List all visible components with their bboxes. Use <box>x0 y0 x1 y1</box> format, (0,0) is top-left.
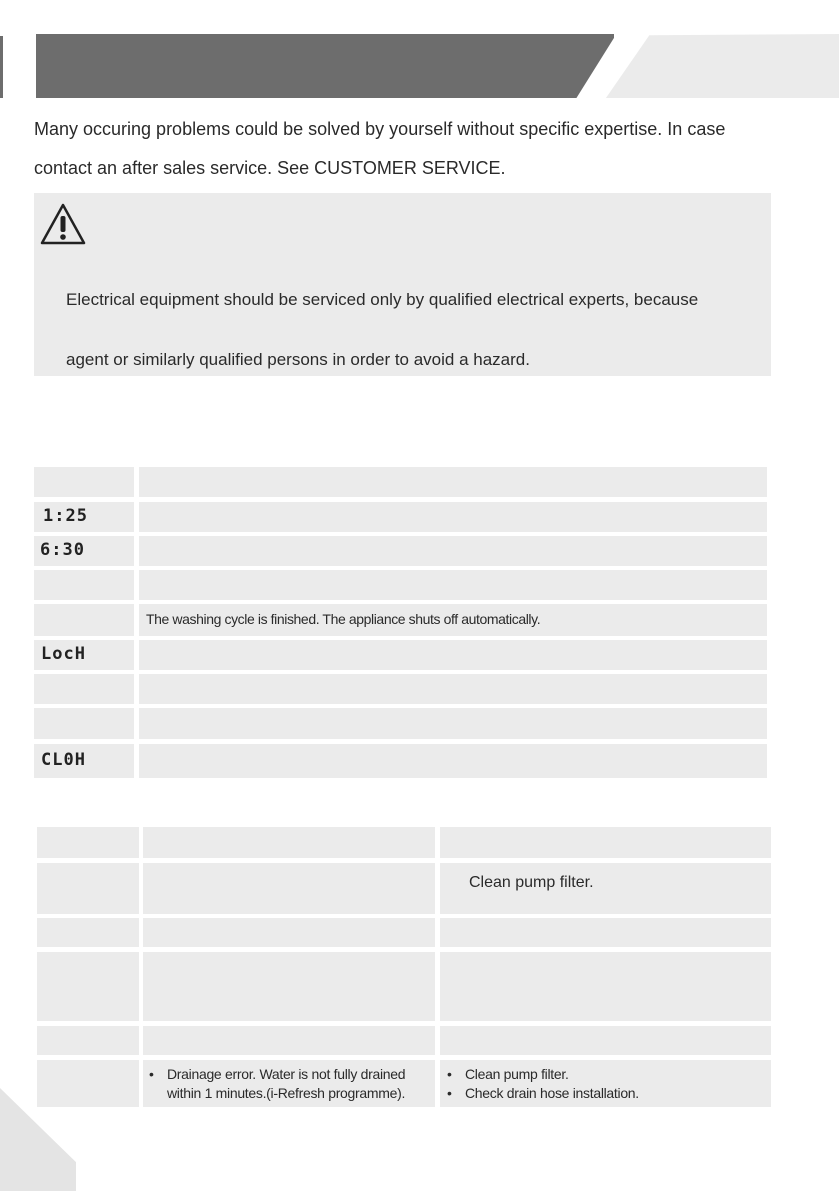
error-header-code <box>37 827 139 858</box>
error-cause-line-1: Drainage error. Water is not fully drained <box>167 1066 406 1082</box>
display-code: CL0H <box>41 750 86 770</box>
display-code: LocH <box>41 644 86 664</box>
display-desc-cell <box>139 604 767 636</box>
error-solution-cell <box>440 1026 771 1055</box>
display-code: 1:25 <box>43 506 88 526</box>
error-solution-line-1: Clean pump filter. <box>465 1066 569 1082</box>
error-code-cell <box>37 952 139 1021</box>
bullet-icon: • <box>447 1085 452 1101</box>
warning-triangle-icon <box>38 201 88 247</box>
display-desc-cell <box>139 674 767 704</box>
display-code-cell <box>34 674 134 704</box>
display-code-cell <box>34 604 134 636</box>
error-solution-cell <box>440 1060 771 1107</box>
intro-line-1: Many occuring problems could be solved by yourself without specific expertise. In case <box>34 119 726 139</box>
display-code-cell <box>34 708 134 739</box>
display-code: 6:30 <box>40 540 85 560</box>
display-header-desc <box>139 467 767 497</box>
error-header-solution <box>440 827 771 858</box>
display-header-code <box>34 467 134 497</box>
display-desc-cell <box>139 640 767 670</box>
error-code-cell <box>37 1060 139 1107</box>
error-code-cell <box>37 863 139 914</box>
error-cause-cell <box>143 918 435 947</box>
error-header-cause <box>143 827 435 858</box>
display-desc-cell <box>139 536 767 566</box>
display-desc-cell <box>139 570 767 600</box>
warning-line-1: Electrical equipment should be serviced only by qualified electrical experts, because <box>66 290 699 309</box>
error-cause-bullet <box>149 1065 405 1103</box>
warning-box <box>34 193 771 376</box>
section-header-bar <box>36 34 614 98</box>
error-solution-cell <box>440 918 771 947</box>
display-code-cell <box>34 640 134 670</box>
warning-line-2: agent or similarly qualified persons in order to avoid a hazard. <box>66 350 530 369</box>
error-code-cell <box>37 1026 139 1055</box>
error-solution-bullets <box>447 1065 639 1103</box>
display-desc-finished: The washing cycle is finished. The appliance shuts off automatically. <box>146 611 541 627</box>
error-solution-line-2: Check drain hose installation. <box>465 1085 639 1101</box>
error-solution-text: Clean pump filter. <box>469 874 594 891</box>
left-edge-mark <box>0 36 3 98</box>
error-code-cell <box>37 918 139 947</box>
display-code-cell <box>34 570 134 600</box>
bullet-icon: • <box>149 1066 154 1082</box>
display-desc-cell <box>139 744 767 778</box>
intro-line-2: contact an after sales service. See CUSTOMER SERVICE. <box>34 158 506 178</box>
error-solution-cell <box>440 863 771 914</box>
error-cause-cell <box>143 863 435 914</box>
display-desc-cell <box>139 708 767 739</box>
error-cause-cell <box>143 952 435 1021</box>
error-cause-cell <box>143 1026 435 1055</box>
display-desc-cell <box>139 502 767 532</box>
error-solution-cell <box>440 952 771 1021</box>
display-code-cell <box>34 744 134 778</box>
display-code-cell <box>34 502 134 532</box>
error-cause-line-2: within 1 minutes.(i-Refresh programme). <box>167 1085 406 1101</box>
display-code-cell <box>34 536 134 566</box>
error-cause-cell <box>143 1060 435 1107</box>
bullet-icon: • <box>447 1066 452 1082</box>
